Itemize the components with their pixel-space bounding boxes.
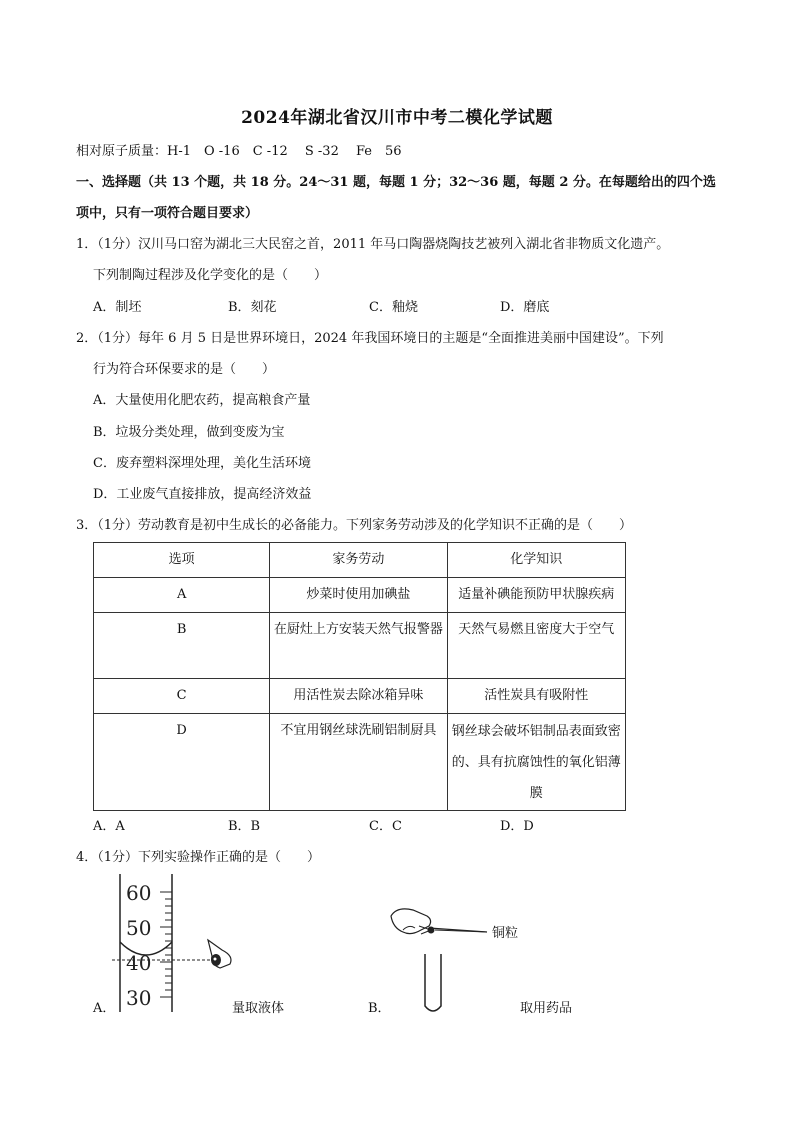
q4-stem: 4．（1分）下列实验操作正确的是（ ） [76,850,321,865]
header-labor: 家务劳动 [270,543,447,578]
q2-option-a[interactable]: A．大量使用化肥农药，提高粮食产量 [93,393,311,408]
q2-option-d[interactable]: D．工业废气直接排放，提高经济效益 [93,487,312,502]
tick-label-50: 50 [126,916,152,940]
test-tube-icon [425,954,441,1011]
q1-stem-line1: 1．（1分）汉川马口窑为湖北三大民窑之首，2011 年马口陶器烧陶技艺被列入湖北省非物质文化遗产。 [76,237,670,252]
header-knowledge: 化学知识 [447,543,625,578]
table-header-row [94,543,626,578]
q3-table [93,542,626,811]
page-title: 2024年湖北省汉川市中考二模化学试题 [241,108,553,128]
eye-icon [208,940,231,968]
q2-stem-line2: 行为符合环保要求的是（ ） [93,362,276,377]
row-a-knowledge: 适量补碘能预防甲状腺疾病 [447,578,625,613]
q4-option-b-caption: 取用药品 [520,1001,573,1016]
row-d-knowledge: 钢丝球会破坏铝制品表面致密的、具有抗腐蚀性的氧化铝薄膜 [447,714,625,811]
row-b-knowledge: 天然气易燃且密度大于空气 [447,613,625,679]
q4-option-a-caption: 量取液体 [232,1001,285,1016]
q4-option-a-letter[interactable]: A． [93,1001,116,1016]
q3-stem: 3．（1分）劳动教育是初中生成长的必备能力。下列家务劳动涉及的化学知识不正确的是（ ） [76,518,633,533]
tick-label-60: 60 [126,881,152,905]
copper-label: 铜粒 [492,926,519,941]
row-b-labor: 在厨灶上方安装天然气报警器 [270,613,447,679]
table-row [94,679,626,714]
table-row [94,613,626,679]
section-heading-line1: 一、选择题（共 13 个题，共 18 分。24～31 题，每题 1 分；32～36 题，每题 2 分。在每题给出的四个选 [76,175,716,190]
section-heading-line2: 项中，只有一项符合题目要求） [76,206,259,221]
row-a-option: A [94,578,270,613]
tick-label-40: 40 [126,951,152,975]
copper-granule-figure [385,900,525,1020]
q1-stem-line2: 下列制陶过程涉及化学变化的是（ ） [93,268,328,283]
copper-granule [428,927,435,934]
q1-option-b[interactable]: B．刻花 [228,300,277,315]
q3-option-b[interactable]: B．B [228,819,261,834]
table-row [94,578,626,613]
table-row [94,714,626,811]
q1-option-d[interactable]: D．磨底 [500,300,550,315]
q2-stem-line1: 2．（1分）每年 6 月 5 日是世界环境日，2024 年我国环境日的主题是“全面推进美丽中国建设”。下列 [76,331,664,346]
q3-option-d[interactable]: D．D [500,819,534,834]
q3-option-c[interactable]: C．C [369,819,402,834]
row-c-option: C [94,679,270,714]
q1-option-c[interactable]: C．釉烧 [369,300,418,315]
q3-option-a[interactable]: A．A [93,819,125,834]
row-c-labor: 用活性炭去除冰箱异味 [270,679,447,714]
row-a-labor: 炒菜时使用加碘盐 [270,578,447,613]
graduated-cylinder-figure [110,872,250,1014]
row-c-knowledge: 活性炭具有吸附性 [447,679,625,714]
tick-label-30: 30 [126,986,152,1010]
atomic-mass-line: 相对原子质量：H-1 O -16 C -12 S -32 Fe 56 [76,144,402,159]
q4-option-b-letter[interactable]: B． [368,1001,391,1016]
q2-option-b[interactable]: B．垃圾分类处理，做到变废为宝 [93,425,285,440]
row-d-option: D [94,714,270,811]
q1-option-a[interactable]: A．制坯 [93,300,142,315]
header-option: 选项 [94,543,270,578]
row-b-option: B [94,613,270,679]
q2-option-c[interactable]: C．废弃塑料深埋处理，美化生活环境 [93,456,311,471]
row-d-labor: 不宜用钢丝球洗刷铝制厨具 [270,714,447,811]
